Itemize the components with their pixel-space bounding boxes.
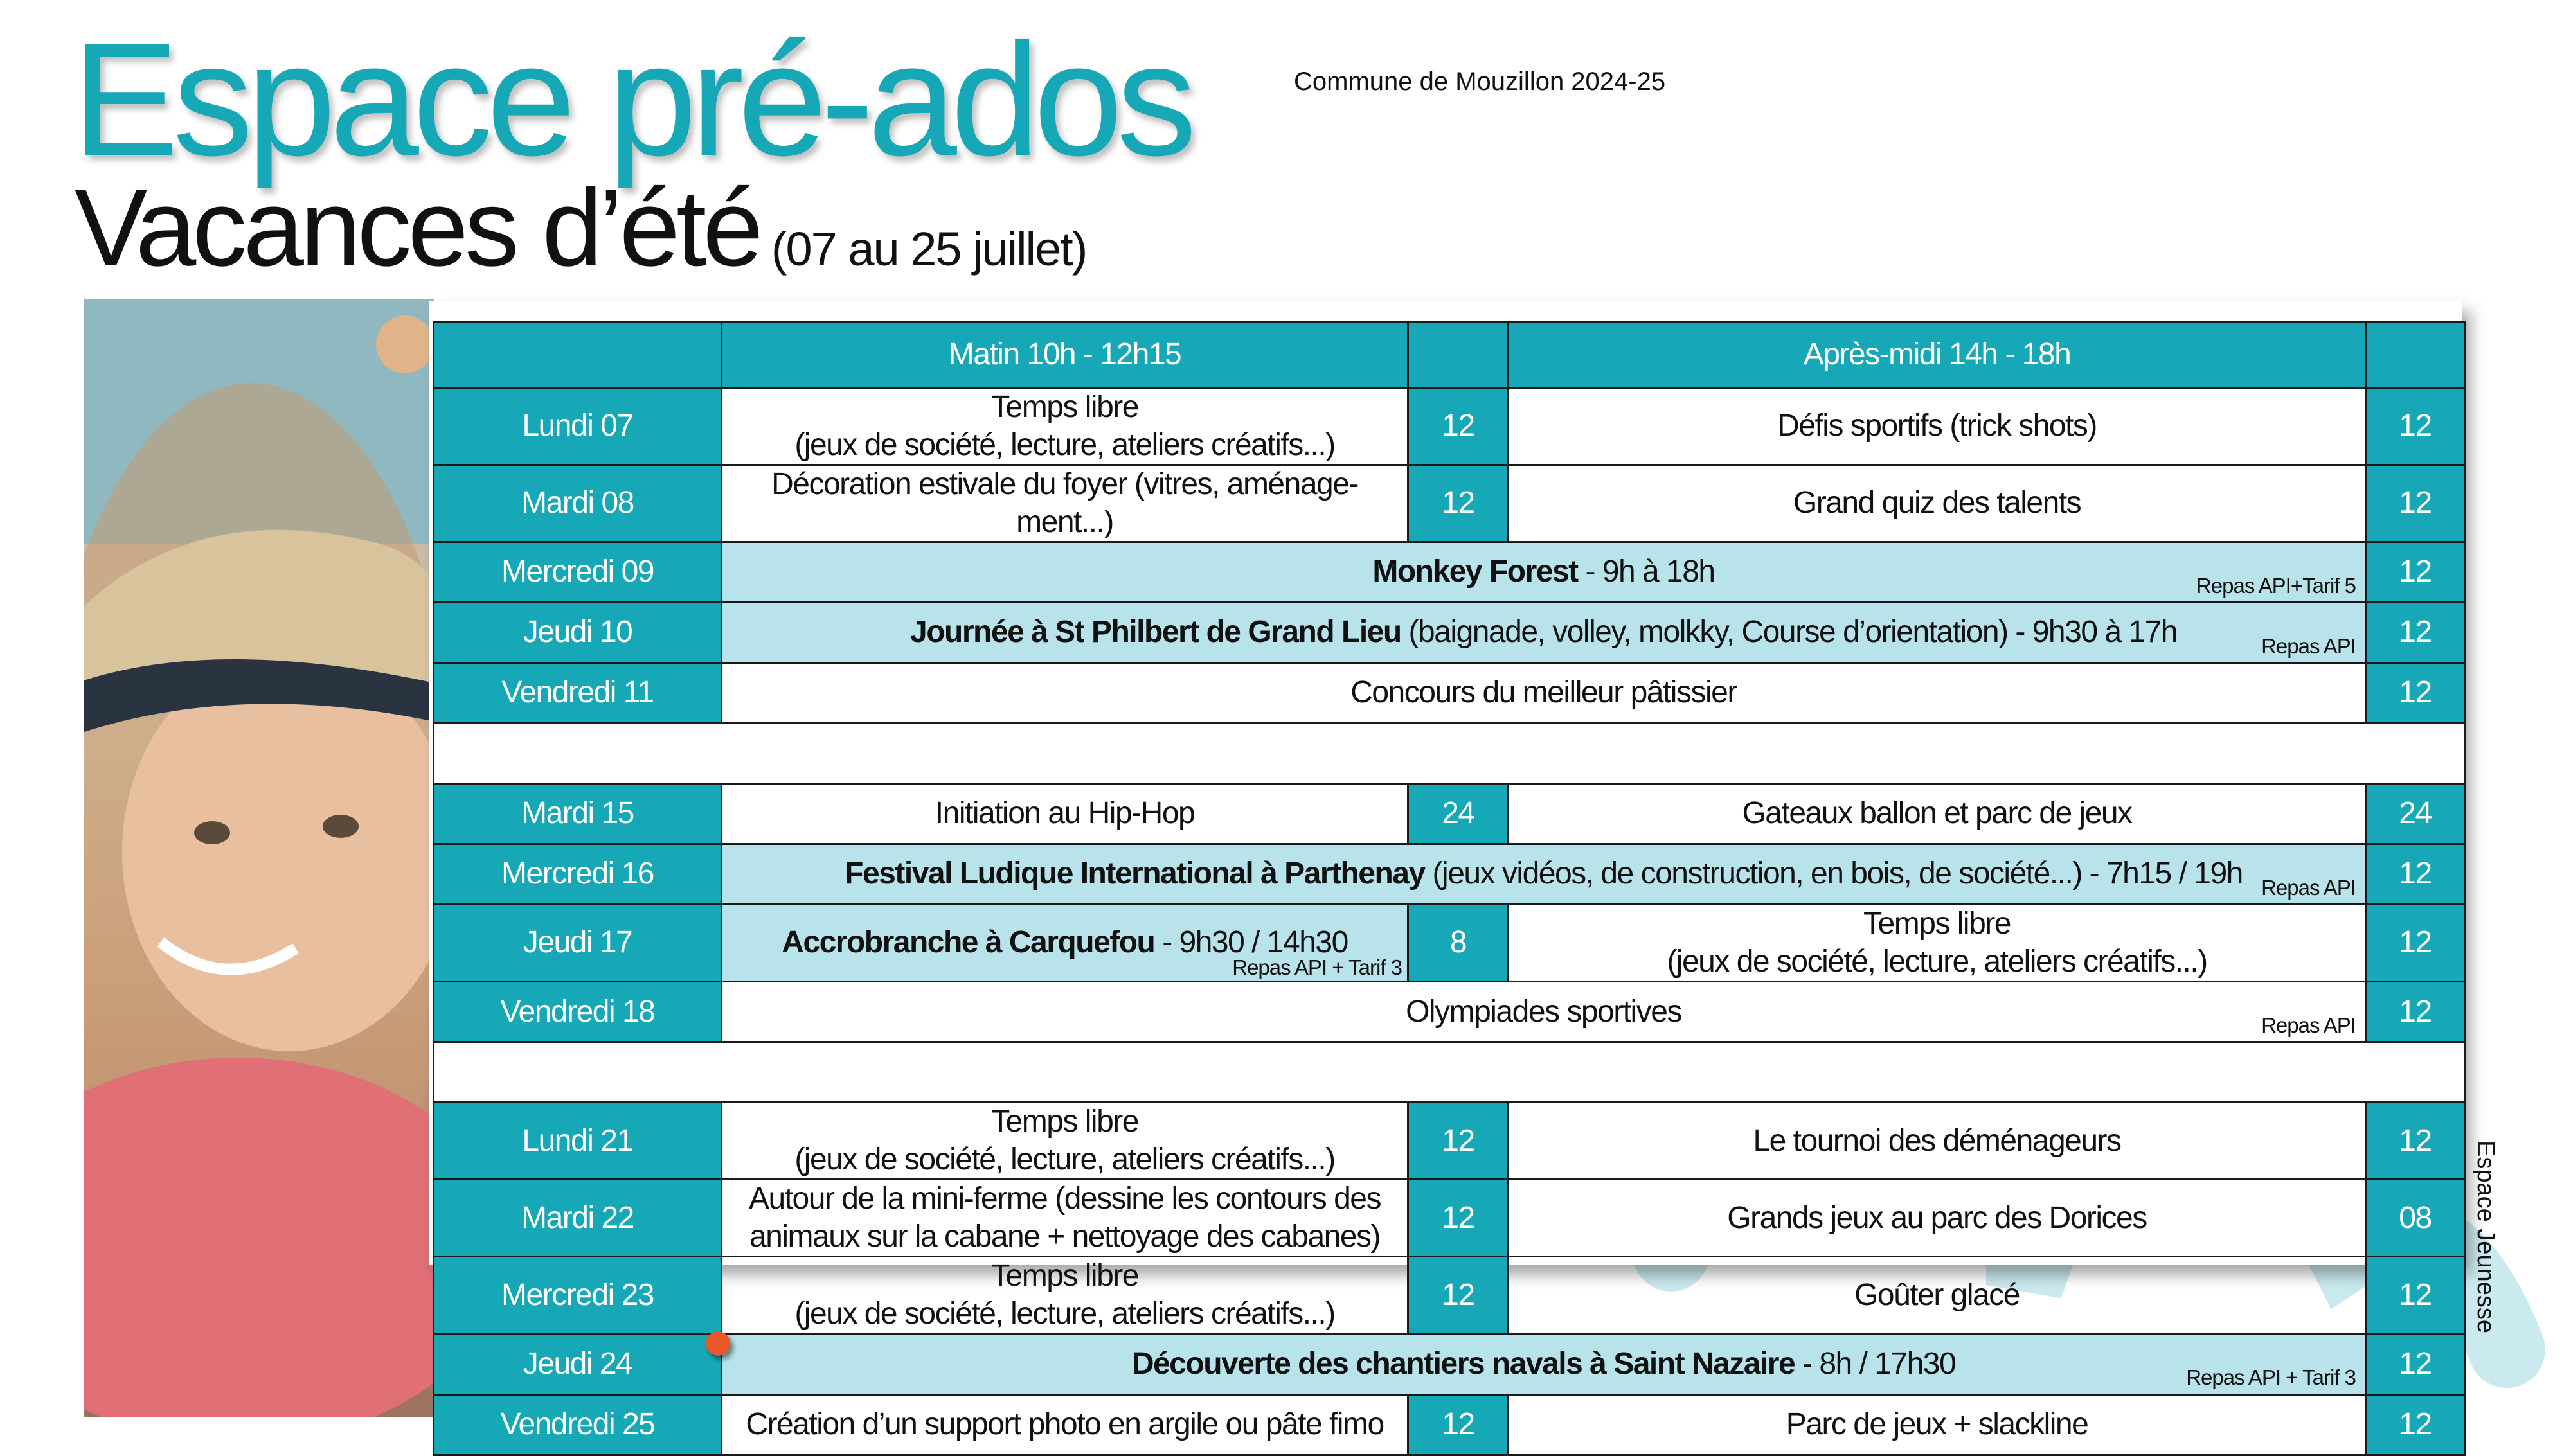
meal-note: Repas API [2261, 1013, 2356, 1038]
day-cell: Vendredi 25 [434, 1394, 722, 1455]
price-cell: 12 [2366, 388, 2465, 465]
morning-activity [722, 905, 1408, 982]
day-cell: Mardi 08 [434, 465, 722, 542]
table-row [434, 465, 2465, 542]
full-day-activity: Concours du meilleur pâtissier [722, 663, 2366, 724]
week-separator [434, 1042, 2465, 1103]
price-cell: 12 [2366, 844, 2465, 905]
day-cell: Jeudi 10 [434, 603, 722, 663]
day-cell: Jeudi 17 [434, 905, 722, 982]
price-cell: 12 [2366, 905, 2465, 982]
price-cell: 8 [1408, 905, 1509, 982]
day-cell: Mercredi 23 [434, 1257, 722, 1334]
activity-title: Monkey Forest [1372, 555, 1578, 589]
price-cell: 12 [2366, 1334, 2465, 1394]
price-cell: 08 [2366, 1180, 2465, 1257]
activity-line: (jeux de société, lecture, ateliers créatifs...) [794, 1142, 1335, 1176]
activity-details: (jeux vidéos, de construction, en bois, de société...) - 7h15 / 19h [1424, 857, 2243, 891]
activity-details: - 9h à 18h [1577, 555, 1715, 589]
day-cell: Lundi 07 [434, 388, 722, 465]
activity-line: Temps libre [991, 1259, 1138, 1293]
afternoon-activity: Grand quiz des talents [1509, 465, 2366, 542]
page-title: Espace pré-ados [72, 10, 1191, 189]
activity-title: Découverte des chantiers navals à Saint Nazaire [1131, 1346, 1795, 1381]
price-cell: 12 [2366, 465, 2465, 542]
table-row [434, 784, 2465, 844]
activity-line: (jeux de société, lecture, ateliers créatifs...) [794, 1297, 1335, 1331]
afternoon-activity: Le tournoi des déménageurs [1509, 1103, 2366, 1180]
header-row [434, 323, 2465, 388]
table-row [434, 1334, 2465, 1394]
price-cell: 12 [2366, 982, 2465, 1042]
activity-title: Festival Ludique International à Parthenay [845, 857, 1425, 891]
price-cell: 12 [1408, 465, 1509, 542]
activity-line: (jeux de société, lecture, ateliers créatifs...) [794, 427, 1335, 462]
price-cell: 12 [2366, 1103, 2465, 1180]
day-cell: Jeudi 24 [434, 1334, 722, 1394]
table-row [434, 1180, 2465, 1257]
morning-activity [722, 465, 1408, 542]
day-cell: Lundi 21 [434, 1103, 722, 1180]
afternoon-header: Après-midi 14h - 18h [1509, 323, 2366, 388]
page-subtitle [75, 167, 1087, 289]
morning-activity: Initiation au Hip-Hop [722, 784, 1408, 844]
price-header [2366, 323, 2465, 388]
morning-activity: Création d’un support photo en argile ou pâte fimo [722, 1394, 1408, 1455]
price-cell: 12 [1408, 388, 1509, 465]
commune-label: Commune de Mouzillon 2024-25 [1294, 67, 1666, 96]
activity-line: animaux sur la cabane + nettoyage des cabanes) [749, 1219, 1381, 1254]
full-day-activity [722, 844, 2366, 905]
price-cell: 12 [2366, 542, 2465, 603]
price-cell: 12 [1408, 1257, 1509, 1334]
activity-line: ment...) [1016, 504, 1113, 539]
meal-note: Repas API + Tarif 3 [2186, 1365, 2356, 1390]
morning-header: Matin 10h - 12h15 [722, 323, 1408, 388]
table-row [434, 982, 2465, 1042]
morning-activity [722, 1257, 1408, 1334]
activity-title: Accrobranche à Carquefou [782, 925, 1155, 960]
day-cell: Mardi 15 [434, 784, 722, 844]
afternoon-activity: Défis sportifs (trick shots) [1509, 388, 2366, 465]
week-separator [434, 724, 2465, 784]
table-row [434, 388, 2465, 465]
girl-photo [84, 299, 434, 1417]
afternoon-activity [1509, 905, 2366, 982]
activity-details: - 8h / 17h30 [1795, 1346, 1956, 1381]
day-cell: Vendredi 11 [434, 663, 722, 724]
meal-note: Repas API+Tarif 5 [2196, 573, 2356, 598]
date-range: (07 au 25 juillet) [771, 222, 1087, 276]
afternoon-activity: Parc de jeux + slackline [1509, 1394, 2366, 1455]
activity-line: Temps libre [991, 390, 1138, 424]
table-row [434, 844, 2465, 905]
price-cell: 24 [2366, 784, 2465, 844]
table-row [434, 603, 2465, 663]
activity-line: Temps libre [1863, 907, 2011, 941]
price-header [1408, 323, 1509, 388]
subtitle-text: Vacances d’été [75, 167, 760, 289]
price-cell: 12 [1408, 1394, 1509, 1455]
table-row [434, 542, 2465, 603]
afternoon-activity: Gateaux ballon et parc de jeux [1509, 784, 2366, 844]
activity-details: - 9h30 / 14h30 [1154, 925, 1348, 960]
day-cell: Mardi 22 [434, 1180, 722, 1257]
table-row [434, 1103, 2465, 1180]
table-row [434, 905, 2465, 982]
full-day-activity [722, 1334, 2366, 1394]
meal-note: Repas API [2261, 634, 2356, 658]
schedule-table [433, 321, 2466, 1456]
price-cell: 24 [1408, 784, 1509, 844]
girl-illustration [84, 299, 434, 1417]
activity-line: Décoration estivale du foyer (vitres, aménage- [771, 467, 1358, 502]
meal-note: Repas API + Tarif 3 [1232, 955, 1402, 980]
price-cell: 12 [1408, 1103, 1509, 1180]
activity-title: Olympiades sportives [1406, 994, 1681, 1029]
activity-line: Autour de la mini-ferme (dessine les contours des [749, 1182, 1381, 1216]
full-day-activity [722, 603, 2366, 663]
afternoon-activity: Grands jeux au parc des Dorices [1509, 1180, 2366, 1257]
full-day-activity [722, 982, 2366, 1042]
day-cell: Vendredi 18 [434, 982, 722, 1042]
activity-line: Temps libre [991, 1105, 1138, 1139]
price-cell: 12 [2366, 1257, 2465, 1334]
activity-details: (baignade, volley, molkky, Course d’orientation) - 9h30 à 17h [1401, 615, 2177, 650]
price-cell: 12 [2366, 603, 2465, 663]
morning-activity [722, 1180, 1408, 1257]
morning-activity [722, 1103, 1408, 1180]
afternoon-activity: Goûter glacé [1509, 1257, 2366, 1334]
day-cell: Mercredi 16 [434, 844, 722, 905]
morning-activity [722, 388, 1408, 465]
separator-cell [434, 1042, 2465, 1103]
activity-line: (jeux de société, lecture, ateliers créatifs...) [1667, 944, 2207, 979]
activity-title: Journée à St Philbert de Grand Lieu [910, 615, 1401, 650]
side-label: Espace Jeunesse [2472, 1141, 2499, 1333]
price-cell: 12 [1408, 1180, 1509, 1257]
corner-cell [434, 323, 722, 388]
price-cell: 12 [2366, 1394, 2465, 1455]
full-day-activity [722, 542, 2366, 603]
table-row [434, 1257, 2465, 1334]
meal-note: Repas API [2261, 875, 2356, 900]
day-cell: Mercredi 09 [434, 542, 722, 603]
table-row [434, 663, 2465, 724]
price-cell: 12 [2366, 663, 2465, 724]
separator-cell [434, 724, 2465, 784]
orange-dot-marker [706, 1331, 730, 1356]
